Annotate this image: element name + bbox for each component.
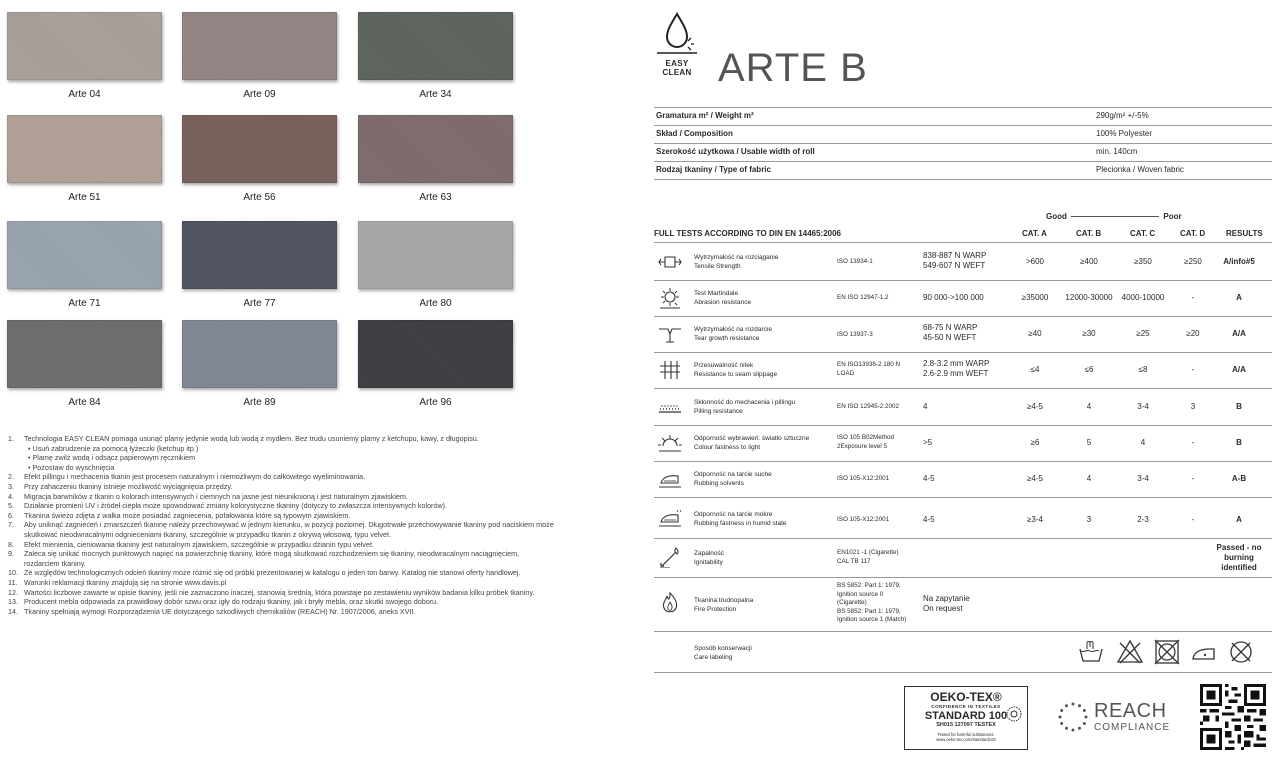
test-result: A/A <box>1232 365 1246 374</box>
cat-a-value: ≥3-4 <box>1027 515 1043 524</box>
spec-key: Szerokość użytkowa / Usable width of roll <box>656 147 815 156</box>
spec-value: 100% Polyester <box>1096 129 1153 138</box>
swatch-label: Arte 56 <box>243 192 276 203</box>
test-name: Wytrzymałość na rozdarcie Tear growth resistance <box>694 326 772 342</box>
swatch-arte-80 <box>358 221 513 289</box>
cat-d-value: ≥250 <box>1184 257 1202 266</box>
oeko-tex-emblem-icon <box>1005 705 1023 723</box>
cat-d-value: - <box>1191 293 1195 302</box>
swatch-label: Arte 96 <box>419 397 452 408</box>
note-item: 8. Efekt mienienia, cieniowania tkaniny jest naturalnym zjawiskiem, szczególnie w przypadku dzianin typu velvet. <box>8 539 374 549</box>
test-row <box>654 389 1272 426</box>
test-result: Passed - no burning identified <box>1216 543 1262 572</box>
test-row <box>654 426 1272 462</box>
test-result: A-B <box>1231 474 1247 483</box>
dry-rubbing-icon <box>657 468 683 490</box>
swatch-card[interactable] <box>358 12 513 100</box>
spec-key: Skład / Composition <box>656 129 733 138</box>
cat-a-value: ≥4-5 <box>1027 474 1043 483</box>
swatch-arte-77 <box>182 221 337 289</box>
swatch-arte-84 <box>7 320 162 388</box>
scale-poor: Poor <box>1163 212 1182 221</box>
swatch-arte-89 <box>182 320 337 388</box>
cat-d-value: 3 <box>1190 402 1196 411</box>
note-item: 1. Technologia EASY CLEAN pomaga usunąć plamy jedynie wodą lub wodą z mydłem. Bez trudu usuniemy plamy z ketchupu, kawy, z długopisu. • Usuń zabrudzenie za pomocą łyżeczki (ketchup itp.) • Plamę zwilż wodą i odsącz papierowym ręcznikiem • Pozostaw do wyschnięcia <box>8 434 643 472</box>
swatch-card[interactable] <box>358 320 513 408</box>
cat-d-value: - <box>1191 474 1195 483</box>
spec-key: Rodzaj tkaniny / Type of fabric <box>656 165 771 174</box>
test-value: >5 <box>923 438 933 447</box>
test-result: A <box>1236 515 1242 524</box>
test-standard: ISO 13934-1 <box>837 258 873 265</box>
test-row <box>654 462 1272 498</box>
hand-wash-icon <box>1078 639 1104 665</box>
cat-b-value: 4 <box>1086 402 1092 411</box>
header-cat-c: CAT. C <box>1130 229 1156 238</box>
cat-b-value: 5 <box>1086 438 1092 447</box>
swatch-card[interactable] <box>358 115 513 203</box>
test-result: A/A <box>1232 329 1246 338</box>
test-row <box>654 243 1272 281</box>
swatch-card[interactable] <box>182 12 337 100</box>
abrasion-icon <box>657 287 683 309</box>
swatch-label: Arte 89 <box>243 397 276 408</box>
cat-a-value: ≥4-5 <box>1027 402 1043 411</box>
test-name: Tkanina trudnopalna Fire Protection <box>694 597 754 613</box>
logo-text-clean: CLEAN <box>662 68 692 77</box>
swatch-card[interactable] <box>182 320 337 408</box>
test-standard: ISO 13937-3 <box>837 331 873 338</box>
seam-slippage-icon <box>657 359 683 381</box>
cat-c-value: 3-4 <box>1137 402 1149 411</box>
cat-a-value: ≤4 <box>1030 365 1040 374</box>
note-item: 14. Tkaniny spełniają wymogi Rozporządzenia UE dotyczącego szkodliwych chemikaliów (REACH) Nr. 1907/2006, aneks XVII. <box>8 606 416 616</box>
spec-row <box>654 161 1272 180</box>
test-name: Odporność wybrawień: światło sztuczne Colour fastness to light <box>694 435 810 451</box>
spec-row <box>654 143 1272 162</box>
note-item: 7. Aby uniknąć zagnieceń i zmarszczeń tkaninę należy przechowywać w jednym kierunku, w pozycji poziomej. Długotrwałe przechowywanie tkaniny pod naciskiem może skutkować nieodwracalnymi odgnieceniami tkaniny, szczególnie w przypadku tkanin z okrywą włosową, typu velvet. <box>8 520 554 539</box>
iron-low-icon <box>1190 639 1218 665</box>
swatch-label: Arte 04 <box>68 89 101 100</box>
swatch-arte-51 <box>7 115 162 183</box>
cat-b-value: 4 <box>1086 474 1092 483</box>
test-name: Test Martindale Abrasion resistance <box>694 290 752 306</box>
note-item: 13. Producent mebla odpowiada za prawidłowy dobór szwu oraz igły do rodzaju tkaniny, jak i bryły mebla, oraz skutki swojego doboru. <box>8 597 439 607</box>
light-fastness-icon <box>657 432 683 454</box>
test-row <box>654 317 1272 353</box>
spec-key: Gramatura m² / Weight m² <box>656 111 754 120</box>
test-value: 4-5 <box>923 474 935 483</box>
spec-value: 290g/m² +/-5% <box>1096 111 1149 120</box>
cat-b-value: 12000-30000 <box>1065 293 1113 302</box>
oeko-tex-title: OEKO-TEX® <box>930 690 1002 704</box>
spec-row <box>654 107 1272 126</box>
swatch-label: Arte 51 <box>68 192 101 203</box>
logo-text-easy: EASY <box>665 59 689 68</box>
test-standard: EN ISO 12945-2:2002 <box>837 403 899 410</box>
test-row <box>654 539 1272 578</box>
test-standard: ISO 105-X12:2001 <box>837 475 890 482</box>
spec-value: Plecionka / Woven fabric <box>1096 165 1184 174</box>
reach-subtitle: COMPLIANCE <box>1094 722 1171 733</box>
test-standard: ISO 105-X12:2001 <box>837 516 890 523</box>
swatch-label: Arte 09 <box>243 89 276 100</box>
cat-c-value: 4000-10000 <box>1121 293 1165 302</box>
product-title: ARTE B <box>718 46 868 90</box>
cat-b-value: ≥400 <box>1080 257 1098 266</box>
eu-stars-icon <box>1056 700 1090 734</box>
swatch-label: Arte 63 <box>419 192 452 203</box>
tests-header: FULL TESTS ACCORDING TO DIN EN 14465:2006 <box>654 229 842 238</box>
cat-c-value: 4 <box>1140 438 1146 447</box>
test-standard: EN ISO13936-2 180 N LOAD <box>837 361 901 377</box>
swatch-label: Arte 77 <box>243 298 276 309</box>
cat-a-value: ≥40 <box>1028 329 1042 338</box>
swatch-label: Arte 71 <box>68 298 101 309</box>
swatch-label: Arte 80 <box>419 298 452 309</box>
swatch-label: Arte 84 <box>68 397 101 408</box>
cat-c-value: ≥25 <box>1136 329 1150 338</box>
test-row <box>654 578 1272 632</box>
cat-d-value: ≥20 <box>1186 329 1200 338</box>
reach-title: REACH <box>1094 700 1167 722</box>
care-labeling-row <box>654 632 1272 673</box>
swatch-card[interactable] <box>7 221 162 309</box>
swatch-card[interactable] <box>182 221 337 309</box>
test-value: 838-887 N WARP 549-607 N WEFT <box>923 251 987 270</box>
oeko-tex-url: www.oeko-tex.com/standard100 <box>936 737 996 742</box>
note-bullet: • Usuń zabrudzenie za pomocą łyżeczki (ketchup itp.) <box>28 443 199 453</box>
qr-code[interactable] <box>1200 684 1266 750</box>
swatch-card[interactable] <box>7 115 162 203</box>
ignitability-icon <box>657 546 683 568</box>
swatch-arte-34 <box>358 12 513 80</box>
swatch-card[interactable] <box>7 320 162 408</box>
quality-scale <box>1046 212 1182 221</box>
note-item: 2. Efekt pillingu i mechacenia tkanin jest procesem naturalnym i niemożliwym do całkowitego wyeliminowania. <box>8 472 366 482</box>
cat-c-value: 2-3 <box>1137 515 1149 524</box>
scale-arrow <box>1071 216 1159 217</box>
fire-protection-icon <box>657 592 683 614</box>
header-cat-d: CAT. D <box>1180 229 1206 238</box>
spec-value: min. 140cm <box>1096 147 1138 156</box>
note-item: 6. Tkanina świeżo zdjęta z wałka może posiadać zagniecenia, pofałowania które są typowym zjawiskiem. <box>8 510 351 520</box>
water-drop-icon <box>655 10 699 54</box>
no-dry-clean-icon <box>1228 639 1254 665</box>
no-tumble-dry-icon <box>1154 639 1180 665</box>
cat-d-value: - <box>1191 438 1195 447</box>
note-item: 9. Zaleca się unikać mocnych punktowych napięć na powierzchnię tkaniny, które mogą skutkować rozchodzeniem się tkaniny, nieodwracalnym naciągnięciem, rozdarciem tkaniny. <box>8 549 520 568</box>
easy-clean-logo <box>652 10 702 77</box>
swatch-arte-71 <box>7 221 162 289</box>
test-value: 4 <box>923 402 928 411</box>
tensile-strength-icon <box>657 251 683 273</box>
cat-b-value: ≥30 <box>1082 329 1096 338</box>
note-item: 5. Działanie promieni UV i źródeł ciepła może spowodować zmiany kolorystyczne tkaniny (dotyczy to zwłaszcza intensywnych kolorów). <box>8 501 448 511</box>
header-results: RESULTS <box>1226 229 1263 238</box>
pilling-icon <box>657 396 683 418</box>
test-standard: BS 5852: Part 1: 1979, Ignition source 0 (Cigarette) BS 5852: Part 1: 1979, Ignition source 1 (Match) <box>837 582 907 623</box>
test-name: Przesuwalność nitek Resistance to seam slippage <box>694 362 778 378</box>
test-name: Wytrzymałość na rozciąganie Tensile Strength <box>694 254 779 270</box>
cat-b-value: 3 <box>1086 515 1092 524</box>
header-cat-b: CAT. B <box>1076 229 1102 238</box>
swatch-arte-04 <box>7 12 162 80</box>
note-item: 12. Wartości liczbowe zawarte w opisie tkaniny, jeśli nie zaznaczono inaczej, stanowią średnią, która powstaje po zestawieniu wyników badania kilku próbek tkaniny. <box>8 587 535 597</box>
note-item: 10. Ze względów technologicznych odcień tkaniny może różnić się od próbki prezentowanej w katalogu o jeden ton barwy. Katalog nie stanowi oferty handlowej. <box>8 568 521 578</box>
test-value: 2.8-3.2 mm WARP 2.6-2.9 mm WEFT <box>923 359 990 378</box>
cat-c-value: ≤8 <box>1138 365 1148 374</box>
test-result: A <box>1236 293 1242 302</box>
cat-c-value: ≥350 <box>1134 257 1152 266</box>
cat-c-value: 3-4 <box>1137 474 1149 483</box>
oeko-tex-tagline: CONFIDENCE IN TEXTILES <box>931 704 1001 709</box>
note-item: 4. Migracja barwników z tkanin o kolorach intensywnych i ciemnych na jasne jest nieuniknioną i jest naturalnym zjawiskiem. <box>8 491 408 501</box>
oeko-tex-cert-number: SH015 127097 TESTEX <box>936 722 996 728</box>
test-value: 90 000->100 000 <box>923 293 984 302</box>
header-cat-a: CAT. A <box>1022 229 1047 238</box>
swatch-label: Arte 34 <box>419 89 452 100</box>
test-standard: EN ISO 12947-1,2 <box>837 294 889 301</box>
swatch-arte-09 <box>182 12 337 80</box>
cat-d-value: - <box>1191 515 1195 524</box>
test-result: B <box>1236 438 1242 447</box>
cat-a-value: ≥35000 <box>1021 293 1049 302</box>
no-bleach-icon <box>1116 639 1144 665</box>
test-name: Odporność na tarcie suche Rubbing solvents <box>694 471 772 487</box>
spec-row <box>654 125 1272 144</box>
oeko-tex-note: Tested for harmful substances. <box>937 732 995 737</box>
test-result: B <box>1236 402 1242 411</box>
oeko-tex-standard: STANDARD 100 <box>924 710 1008 722</box>
test-standard: EN1021 -1 (Cigarette) CAL TB 117 <box>837 549 899 565</box>
care-label-text: Sposób konserwacji Care labeling <box>694 645 752 661</box>
tear-growth-icon <box>657 323 683 345</box>
swatch-arte-56 <box>182 115 337 183</box>
test-row <box>654 353 1272 389</box>
swatch-arte-96 <box>358 320 513 388</box>
test-row <box>654 281 1272 317</box>
test-result: A/info#5 <box>1223 257 1255 266</box>
swatch-card[interactable] <box>182 115 337 203</box>
test-name: Skłonność do mechacenia i pillingu Pilling resistance <box>694 399 796 415</box>
test-value: 4-5 <box>923 515 935 524</box>
note-item: 11. Warunki reklamacji tkaniny znajdują się na stronie www.davis.pl <box>8 577 227 587</box>
cat-b-value: ≤6 <box>1084 365 1094 374</box>
oeko-tex-label <box>904 686 1028 750</box>
test-standard: ISO 105 B02Method 2Exposure level 5 <box>837 434 895 450</box>
cat-a-value: >600 <box>1025 257 1045 266</box>
test-row <box>654 498 1272 539</box>
notes-list <box>8 434 643 616</box>
swatch-card[interactable] <box>358 221 513 309</box>
cat-d-value: - <box>1191 365 1195 374</box>
cat-a-value: ≥6 <box>1030 438 1040 447</box>
note-bullet: • Plamę zwilż wodą i odsącz papierowym ręcznikiem <box>28 453 196 463</box>
test-name: Zapalność Ignitability <box>694 550 724 566</box>
test-value: Na zapytanie On request <box>923 594 970 613</box>
test-value: 68-75 N WARP 45-50 N WEFT <box>923 323 978 342</box>
wet-rubbing-icon <box>657 507 683 529</box>
note-bullet: • Pozostaw do wyschnięcia <box>28 462 115 472</box>
test-name: Odporność na tarcie mokre Rubbing fastness in humid state <box>694 511 787 527</box>
note-item: 3. Przy zahaczeniu tkaniny istnieje możliwość wyciągnięcia przędzy. <box>8 481 233 491</box>
swatch-card[interactable] <box>7 12 162 100</box>
swatch-arte-63 <box>358 115 513 183</box>
scale-good: Good <box>1046 212 1067 221</box>
